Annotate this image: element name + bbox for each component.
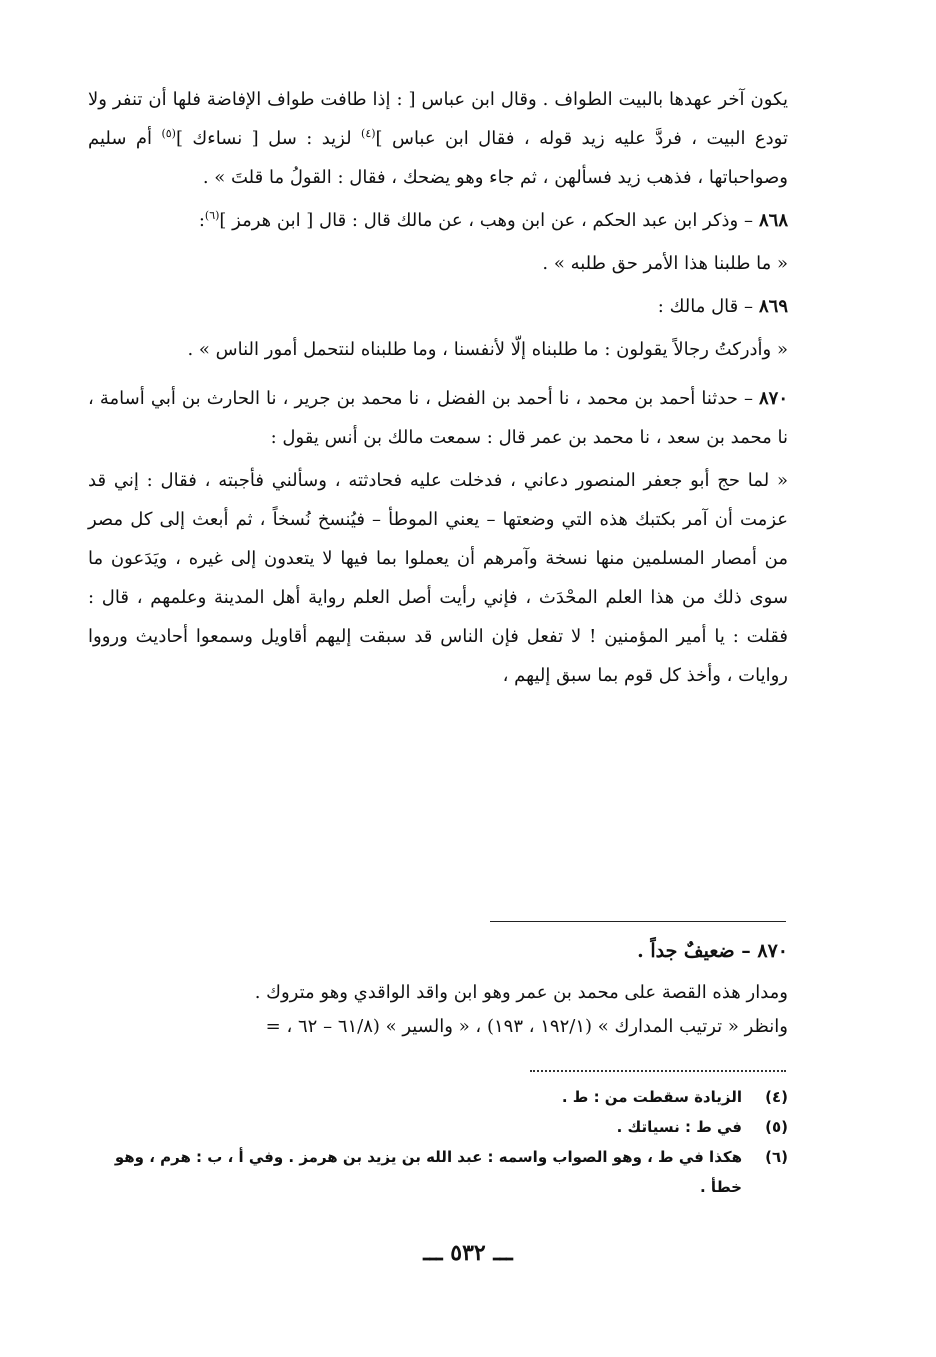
hadith-grade: ٨٧٠ – ضعيفٌ جداً .: [637, 940, 788, 962]
footnote-text: هكذا في ط ، وهو الصواب واسمه : عبد الله بن يزيد بن هرمز . وفي أ ، ب : هرم ، وهو خطأ .: [114, 1148, 742, 1196]
takhrij-line: وانظر « ترتيب المدارك » (١٩٢/١ ، ١٩٣) ، « والسير » (٦١/٨ – ٦٢ ، =: [265, 1016, 788, 1037]
footnote-divider: [530, 1070, 786, 1072]
footnote: [90, 1142, 788, 1202]
footnote-ref-5: (٥): [161, 127, 176, 140]
footnote-number: (٥): [765, 1118, 788, 1136]
entry-number: ٨٦٩: [758, 296, 788, 317]
footnote-number: (٤): [765, 1088, 788, 1106]
quote-869: « وأدركتُ رجالاً يقولون : ما طلبناه إلّا لأنفسنا ، وما طلبناه لنتحمل أمور الناس » .: [187, 339, 788, 360]
paragraph-continuation: يكون آخر عهدها بالبيت الطواف . وقال ابن عباس [ : إذا طافت طواف الإفاضة فلها أن تنفر ولا تودع البيت ، فردَّ عليه زيد قوله ، فقال ابن عباس ]$^{(٤)}$ لزيد : سل [ نساءك ]$^{(٥)}$ أم سليم وصواحباتها ، فذهب زيد فسألهن ، ثم جاء وهو يضحك ، فقال : القولُ ما قلتَ » .: [88, 89, 788, 188]
footnote-number: (٦): [765, 1148, 788, 1166]
paragraph-869: ٨٦٩– قال مالك :: [657, 296, 788, 317]
footnote: [90, 1112, 788, 1142]
takhrij-section: [88, 934, 788, 1044]
quote-868: « ما طلبنا هذا الأمر حق طلبه » .: [542, 253, 788, 274]
page-number: ـــ ٥٣٢ ـــ: [423, 1240, 513, 1266]
entry-number: ٨٦٨: [758, 210, 788, 231]
footnote: [90, 1082, 788, 1112]
footnote-ref-4: (٤): [361, 127, 376, 140]
paragraph-868: ٨٦٨– وذكر ابن عبد الحكم ، عن ابن وهب ، عن مالك قال : قال [ ابن هرمز ]$^{(٦)}$:: [198, 209, 788, 231]
footnotes: [90, 1082, 788, 1202]
footnote-text: الزيادة سقطت من : ط .: [561, 1088, 742, 1106]
section-divider: [490, 921, 786, 922]
quote-870: « لما حج أبو جعفر المنصور دعاني ، فدخلت عليه فحادثته ، وسألني فأجبته ، فقال : إني قد عزمت أن آمر بكتبك هذه التي وضعتها – يعني الموطأ – فيُنسخ نُسخاً ، ثم أبعث إلى كل مصر من أمصار المسلمين منها نسخة وآمرهم أن يعملوا بما فيها لا يتعدون إلى غيره ، ويَدَعون ما سوى ذلك من هذا العلم المحْدَث ، فإني رأيت أصل العلم رواية أهل المدينة وعلمهم ، قال : فقلت : يا أمير المؤمنين ! لا تفعل فإن الناس قد سبقت إليهم أقاويل وسمعوا أحاديث ورووا روايات ، وأخذ كل قوم بما سبق إليهم ،: [88, 470, 788, 686]
footnote-text: في ط : نسياتك .: [616, 1118, 742, 1136]
entry-number: ٨٧٠: [758, 388, 788, 409]
paragraph-870: ٨٧٠– حدثنا أحمد بن محمد ، نا أحمد بن الفضل ، نا محمد بن جرير ، نا الحارث بن أبي أسامة ، نا محمد بن سعد ، نا محمد بن عمر قال : سمعت مالك بن أنس يقول :: [88, 388, 788, 448]
main-text: [88, 80, 788, 705]
takhrij-line: ومدار هذه القصة على محمد بن عمر وهو ابن واقد الواقدي وهو متروك .: [254, 982, 788, 1003]
footnote-ref-6: (٦): [204, 209, 220, 222]
